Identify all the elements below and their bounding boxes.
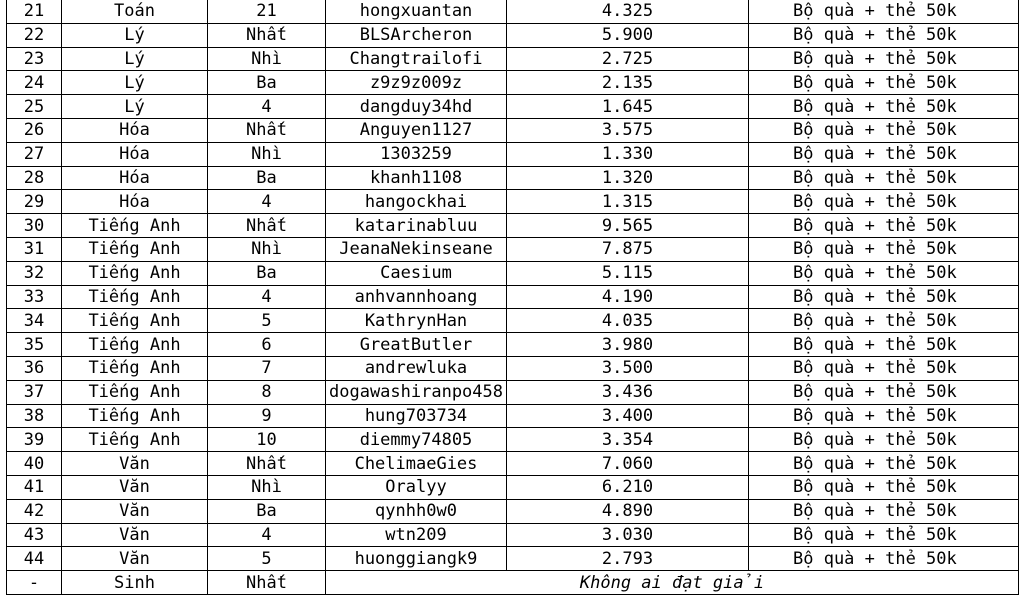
username-cell: dangduy34hd bbox=[326, 95, 507, 119]
score-cell: 3.575 bbox=[507, 118, 749, 142]
subject-cell: Tiếng Anh bbox=[62, 237, 208, 261]
score-cell: 3.980 bbox=[507, 333, 749, 357]
stt-cell: 44 bbox=[7, 547, 62, 571]
prize-rank-cell: 9 bbox=[208, 404, 326, 428]
prize-rank-cell: 6 bbox=[208, 333, 326, 357]
table-row bbox=[7, 47, 1019, 71]
score-cell: 9.565 bbox=[507, 214, 749, 238]
score-cell: 2.793 bbox=[507, 547, 749, 571]
stt-cell: 42 bbox=[7, 499, 62, 523]
username-cell: andrewluka bbox=[326, 356, 507, 380]
prize-rank-cell: 4 bbox=[208, 95, 326, 119]
table-row bbox=[7, 499, 1019, 523]
table-row bbox=[7, 475, 1019, 499]
prize-rank-cell: Ba bbox=[208, 71, 326, 95]
reward-cell: Bộ quà + thẻ 50k bbox=[749, 214, 1019, 238]
reward-cell: Bộ quà + thẻ 50k bbox=[749, 309, 1019, 333]
stt-cell: 22 bbox=[7, 23, 62, 47]
score-cell: 3.354 bbox=[507, 428, 749, 452]
stt-cell: 25 bbox=[7, 95, 62, 119]
prize-rank-cell: 5 bbox=[208, 547, 326, 571]
reward-cell: Bộ quà + thẻ 50k bbox=[749, 380, 1019, 404]
reward-cell: Bộ quà + thẻ 50k bbox=[749, 118, 1019, 142]
score-cell: 7.875 bbox=[507, 237, 749, 261]
stt-cell: 28 bbox=[7, 166, 62, 190]
prize-rank-cell: 5 bbox=[208, 309, 326, 333]
table-row bbox=[7, 142, 1019, 166]
table-row bbox=[7, 428, 1019, 452]
username-cell: Anguyen1127 bbox=[326, 118, 507, 142]
table-row bbox=[7, 237, 1019, 261]
subject-cell: Hóa bbox=[62, 118, 208, 142]
subject-cell: Hóa bbox=[62, 166, 208, 190]
table-row bbox=[7, 356, 1019, 380]
username-cell: hung703734 bbox=[326, 404, 507, 428]
table-row bbox=[7, 547, 1019, 571]
table-row bbox=[7, 166, 1019, 190]
username-cell: hangockhai bbox=[326, 190, 507, 214]
table-row bbox=[7, 404, 1019, 428]
subject-cell: Văn bbox=[62, 475, 208, 499]
stt-cell: 23 bbox=[7, 47, 62, 71]
username-cell: Oralyy bbox=[326, 475, 507, 499]
stt-cell: 43 bbox=[7, 523, 62, 547]
prize-rank-cell: 10 bbox=[208, 428, 326, 452]
score-cell: 1.320 bbox=[507, 166, 749, 190]
stt-cell: - bbox=[7, 571, 62, 595]
stt-cell: 40 bbox=[7, 452, 62, 476]
subject-cell: Hóa bbox=[62, 142, 208, 166]
username-cell: wtn209 bbox=[326, 523, 507, 547]
reward-cell: Bộ quà + thẻ 50k bbox=[749, 95, 1019, 119]
score-cell: 1.315 bbox=[507, 190, 749, 214]
username-cell: anhvannhoang bbox=[326, 285, 507, 309]
reward-cell: Bộ quà + thẻ 50k bbox=[749, 47, 1019, 71]
stt-cell: 33 bbox=[7, 285, 62, 309]
subject-cell: Lý bbox=[62, 23, 208, 47]
score-cell: 2.135 bbox=[507, 71, 749, 95]
award-table-sheet bbox=[6, 0, 1018, 595]
stt-cell: 32 bbox=[7, 261, 62, 285]
prize-rank-cell: Nhì bbox=[208, 142, 326, 166]
reward-cell: Bộ quà + thẻ 50k bbox=[749, 356, 1019, 380]
table-row bbox=[7, 333, 1019, 357]
username-cell: hongxuantan bbox=[326, 0, 507, 23]
prize-rank-cell: Nhì bbox=[208, 475, 326, 499]
prize-rank-cell: Nhất bbox=[208, 23, 326, 47]
table-row-no-winner bbox=[7, 571, 1019, 595]
username-cell: diemmy74805 bbox=[326, 428, 507, 452]
stt-cell: 24 bbox=[7, 71, 62, 95]
score-cell: 4.325 bbox=[507, 0, 749, 23]
subject-cell: Tiếng Anh bbox=[62, 285, 208, 309]
score-cell: 3.400 bbox=[507, 404, 749, 428]
prize-rank-cell: 4 bbox=[208, 285, 326, 309]
username-cell: Changtrailofi bbox=[326, 47, 507, 71]
score-cell: 5.900 bbox=[507, 23, 749, 47]
username-cell: khanh1108 bbox=[326, 166, 507, 190]
reward-cell: Bộ quà + thẻ 50k bbox=[749, 499, 1019, 523]
table-row bbox=[7, 0, 1019, 23]
subject-cell: Tiếng Anh bbox=[62, 356, 208, 380]
subject-cell: Lý bbox=[62, 95, 208, 119]
username-cell: KathrynHan bbox=[326, 309, 507, 333]
table-row bbox=[7, 95, 1019, 119]
subject-cell: Văn bbox=[62, 452, 208, 476]
stt-cell: 41 bbox=[7, 475, 62, 499]
table-row bbox=[7, 380, 1019, 404]
stt-cell: 29 bbox=[7, 190, 62, 214]
prize-rank-cell: Nhất bbox=[208, 452, 326, 476]
reward-cell: Bộ quà + thẻ 50k bbox=[749, 166, 1019, 190]
subject-cell: Lý bbox=[62, 47, 208, 71]
score-cell: 7.060 bbox=[507, 452, 749, 476]
username-cell: huonggiangk9 bbox=[326, 547, 507, 571]
stt-cell: 39 bbox=[7, 428, 62, 452]
table-row bbox=[7, 309, 1019, 333]
reward-cell: Bộ quà + thẻ 50k bbox=[749, 261, 1019, 285]
score-cell: 1.330 bbox=[507, 142, 749, 166]
score-cell: 5.115 bbox=[507, 261, 749, 285]
stt-cell: 31 bbox=[7, 237, 62, 261]
award-table bbox=[6, 0, 1019, 595]
prize-rank-cell: Nhất bbox=[208, 214, 326, 238]
reward-cell: Bộ quà + thẻ 50k bbox=[749, 237, 1019, 261]
stt-cell: 26 bbox=[7, 118, 62, 142]
reward-cell: Bộ quà + thẻ 50k bbox=[749, 452, 1019, 476]
score-cell: 6.210 bbox=[507, 475, 749, 499]
prize-rank-cell: 4 bbox=[208, 523, 326, 547]
prize-rank-cell: 21 bbox=[208, 0, 326, 23]
table-row bbox=[7, 118, 1019, 142]
username-cell: GreatButler bbox=[326, 333, 507, 357]
reward-cell: Bộ quà + thẻ 50k bbox=[749, 0, 1019, 23]
table-row bbox=[7, 23, 1019, 47]
subject-cell: Văn bbox=[62, 523, 208, 547]
score-cell: 4.035 bbox=[507, 309, 749, 333]
stt-cell: 35 bbox=[7, 333, 62, 357]
subject-cell: Tiếng Anh bbox=[62, 309, 208, 333]
table-row bbox=[7, 190, 1019, 214]
table-row bbox=[7, 261, 1019, 285]
stt-cell: 27 bbox=[7, 142, 62, 166]
stt-cell: 37 bbox=[7, 380, 62, 404]
subject-cell: Tiếng Anh bbox=[62, 404, 208, 428]
score-cell: 3.500 bbox=[507, 356, 749, 380]
username-cell: katarinabluu bbox=[326, 214, 507, 238]
subject-cell: Tiếng Anh bbox=[62, 333, 208, 357]
table-row bbox=[7, 523, 1019, 547]
table-row bbox=[7, 71, 1019, 95]
subject-cell: Hóa bbox=[62, 190, 208, 214]
prize-rank-cell: 7 bbox=[208, 356, 326, 380]
subject-cell: Toán bbox=[62, 0, 208, 23]
username-cell: JeanaNekinseane bbox=[326, 237, 507, 261]
reward-cell: Bộ quà + thẻ 50k bbox=[749, 142, 1019, 166]
table-row bbox=[7, 214, 1019, 238]
prize-rank-cell: 8 bbox=[208, 380, 326, 404]
reward-cell: Bộ quà + thẻ 50k bbox=[749, 190, 1019, 214]
stt-cell: 30 bbox=[7, 214, 62, 238]
stt-cell: 38 bbox=[7, 404, 62, 428]
reward-cell: Bộ quà + thẻ 50k bbox=[749, 428, 1019, 452]
reward-cell: Bộ quà + thẻ 50k bbox=[749, 71, 1019, 95]
prize-rank-cell: Nhất bbox=[208, 571, 326, 595]
prize-rank-cell: Ba bbox=[208, 261, 326, 285]
table-row bbox=[7, 452, 1019, 476]
username-cell: BLSArcheron bbox=[326, 23, 507, 47]
subject-cell: Lý bbox=[62, 71, 208, 95]
username-cell: ChelimaeGies bbox=[326, 452, 507, 476]
stt-cell: 21 bbox=[7, 0, 62, 23]
prize-rank-cell: Nhất bbox=[208, 118, 326, 142]
subject-cell: Văn bbox=[62, 499, 208, 523]
no-winner-message: Không ai đạt giải bbox=[326, 571, 1019, 595]
reward-cell: Bộ quà + thẻ 50k bbox=[749, 285, 1019, 309]
score-cell: 3.436 bbox=[507, 380, 749, 404]
username-cell: z9z9z009z bbox=[326, 71, 507, 95]
score-cell: 1.645 bbox=[507, 95, 749, 119]
score-cell: 4.890 bbox=[507, 499, 749, 523]
username-cell: dogawashiranpo458 bbox=[326, 380, 507, 404]
reward-cell: Bộ quà + thẻ 50k bbox=[749, 333, 1019, 357]
stt-cell: 36 bbox=[7, 356, 62, 380]
reward-cell: Bộ quà + thẻ 50k bbox=[749, 404, 1019, 428]
reward-cell: Bộ quà + thẻ 50k bbox=[749, 547, 1019, 571]
subject-cell: Tiếng Anh bbox=[62, 380, 208, 404]
prize-rank-cell: Nhì bbox=[208, 47, 326, 71]
reward-cell: Bộ quà + thẻ 50k bbox=[749, 23, 1019, 47]
score-cell: 2.725 bbox=[507, 47, 749, 71]
table-row bbox=[7, 285, 1019, 309]
subject-cell: Văn bbox=[62, 547, 208, 571]
subject-cell: Sinh bbox=[62, 571, 208, 595]
prize-rank-cell: Nhì bbox=[208, 237, 326, 261]
prize-rank-cell: Ba bbox=[208, 166, 326, 190]
subject-cell: Tiếng Anh bbox=[62, 428, 208, 452]
username-cell: Caesium bbox=[326, 261, 507, 285]
prize-rank-cell: 4 bbox=[208, 190, 326, 214]
table-body bbox=[7, 0, 1019, 594]
stt-cell: 34 bbox=[7, 309, 62, 333]
score-cell: 3.030 bbox=[507, 523, 749, 547]
reward-cell: Bộ quà + thẻ 50k bbox=[749, 523, 1019, 547]
prize-rank-cell: Ba bbox=[208, 499, 326, 523]
score-cell: 4.190 bbox=[507, 285, 749, 309]
reward-cell: Bộ quà + thẻ 50k bbox=[749, 475, 1019, 499]
subject-cell: Tiếng Anh bbox=[62, 214, 208, 238]
subject-cell: Tiếng Anh bbox=[62, 261, 208, 285]
username-cell: 1303259 bbox=[326, 142, 507, 166]
username-cell: qynhh0w0 bbox=[326, 499, 507, 523]
